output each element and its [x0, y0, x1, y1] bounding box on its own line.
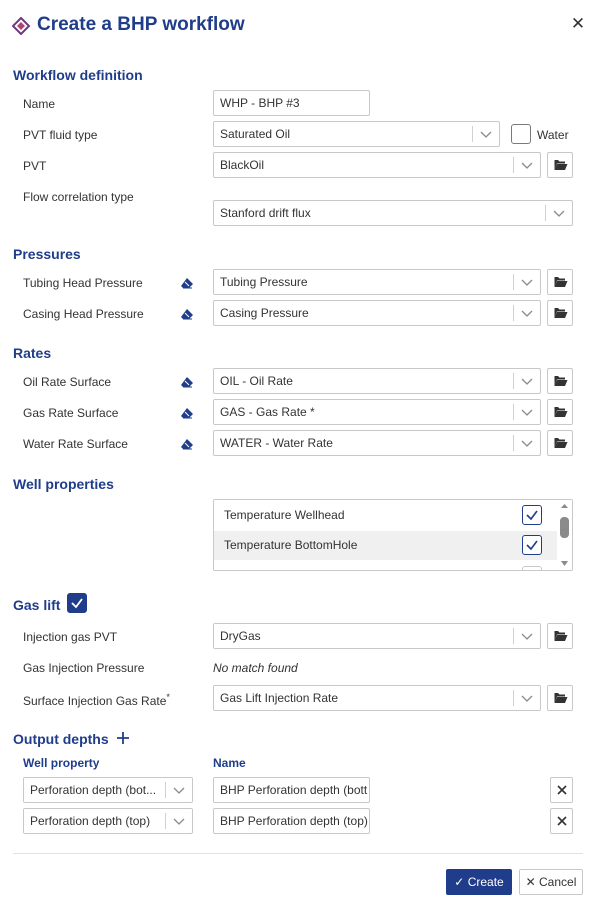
surface-injection-rate-browse-button[interactable]	[547, 685, 573, 711]
tubing-head-pressure-select[interactable]	[213, 269, 541, 295]
chevron-down-icon	[514, 301, 540, 325]
pvt-fluid-type-value: Saturated Oil	[220, 127, 291, 141]
list-item-checkbox[interactable]	[522, 505, 542, 525]
water-rate-surface-select[interactable]	[213, 430, 541, 456]
pvt-select[interactable]	[213, 152, 541, 178]
folder-open-icon	[553, 275, 568, 289]
surface-injection-rate-label: Surface Injection Gas Rate	[23, 694, 167, 708]
casing-head-pressure-label: Casing Head Pressure	[23, 307, 144, 321]
plus-icon[interactable]	[116, 731, 130, 745]
section-output-depths: Output depths	[13, 731, 109, 747]
gas-lift-checkbox[interactable]	[67, 593, 87, 613]
footer-divider	[13, 853, 583, 854]
scrollbar[interactable]	[557, 500, 572, 570]
folder-open-icon	[553, 629, 568, 643]
remove-row-button[interactable]	[550, 808, 573, 834]
tubing-head-pressure-browse-button[interactable]	[547, 269, 573, 295]
eraser-icon[interactable]	[180, 376, 194, 388]
pvt-fluid-type-label: PVT fluid type	[23, 128, 98, 142]
injection-gas-pvt-browse-button[interactable]	[547, 623, 573, 649]
flow-correlation-select[interactable]	[213, 200, 573, 226]
output-depth-well-property-value: Perforation depth (bot...	[30, 783, 157, 797]
name-input[interactable]: WHP - BHP #3	[213, 90, 370, 116]
remove-row-button[interactable]	[550, 777, 573, 803]
oil-rate-surface-label: Oil Rate Surface	[23, 375, 112, 389]
list-item[interactable]	[214, 501, 557, 530]
section-gas-lift: Gas lift	[13, 597, 61, 613]
chevron-down-icon	[166, 778, 192, 802]
folder-open-icon	[553, 691, 568, 705]
pvt-browse-button[interactable]	[547, 152, 573, 178]
tubing-head-pressure-label: Tubing Head Pressure	[23, 276, 143, 290]
water-rate-surface-label: Water Rate Surface	[23, 437, 128, 451]
folder-open-icon	[553, 306, 568, 320]
output-depth-name-input[interactable]: BHP Perforation depth (bott	[213, 777, 370, 803]
chevron-down-icon	[514, 153, 540, 177]
folder-open-icon	[553, 405, 568, 419]
chevron-down-icon	[473, 122, 499, 146]
section-well-properties: Well properties	[13, 476, 114, 492]
close-icon: ✕	[525, 875, 536, 889]
oil-rate-surface-value: OIL - Oil Rate	[220, 374, 293, 388]
list-item-label: Temperature Wellhead	[224, 508, 345, 522]
output-depth-well-property-select[interactable]	[23, 808, 193, 834]
output-depth-name-input[interactable]: BHP Perforation depth (top)	[213, 808, 370, 834]
create-button-label: Create	[467, 875, 504, 889]
gas-rate-surface-browse-button[interactable]	[547, 399, 573, 425]
list-item-checkbox[interactable]	[522, 566, 542, 571]
casing-head-pressure-value: Casing Pressure	[220, 306, 309, 320]
injection-gas-pvt-label: Injection gas PVT	[23, 630, 118, 644]
column-header-well-property: Well property	[23, 756, 100, 770]
folder-open-icon	[553, 158, 568, 172]
check-icon	[523, 536, 541, 554]
gas-rate-surface-value: GAS - Gas Rate *	[220, 405, 315, 419]
water-label: Water	[537, 128, 569, 142]
water-checkbox[interactable]	[511, 124, 531, 144]
eraser-icon[interactable]	[180, 277, 194, 289]
chevron-down-icon	[514, 686, 540, 710]
eraser-icon[interactable]	[180, 308, 194, 320]
chevron-down-icon	[514, 624, 540, 648]
surface-injection-rate-label-group	[23, 692, 170, 708]
chevron-down-icon	[166, 809, 192, 833]
cancel-button-label: Cancel	[539, 875, 577, 889]
list-item	[214, 561, 557, 571]
close-icon[interactable]: ✕	[570, 14, 586, 33]
pvt-value: BlackOil	[220, 158, 265, 172]
gas-rate-surface-label: Gas Rate Surface	[23, 406, 119, 420]
section-workflow-definition: Workflow definition	[13, 67, 143, 83]
section-pressures: Pressures	[13, 246, 81, 262]
cancel-button[interactable]	[519, 869, 583, 895]
check-icon	[68, 594, 86, 612]
folder-open-icon	[553, 436, 568, 450]
column-header-name: Name	[213, 756, 246, 770]
flow-correlation-value: Stanford drift flux	[220, 206, 311, 220]
water-rate-surface-browse-button[interactable]	[547, 430, 573, 456]
list-item-checkbox[interactable]	[522, 535, 542, 555]
oil-rate-surface-browse-button[interactable]	[547, 368, 573, 394]
pvt-label: PVT	[23, 159, 47, 173]
chevron-down-icon	[546, 201, 572, 225]
gas-injection-pressure-value: No match found	[213, 661, 298, 675]
check-icon	[523, 506, 541, 524]
create-button[interactable]	[446, 869, 512, 895]
check-icon: ✓	[454, 875, 465, 889]
dialog-title: Create a BHP workflow	[37, 14, 245, 35]
gas-rate-surface-select[interactable]	[213, 399, 541, 425]
list-item-label: Temperature BottomHole	[224, 538, 358, 552]
gas-injection-pressure-label: Gas Injection Pressure	[23, 661, 145, 675]
name-label: Name	[23, 97, 56, 111]
app-logo-icon	[12, 17, 30, 35]
output-depth-well-property-select[interactable]	[23, 777, 193, 803]
output-depth-well-property-value: Perforation depth (top)	[30, 814, 151, 828]
casing-head-pressure-browse-button[interactable]	[547, 300, 573, 326]
chevron-down-icon	[514, 400, 540, 424]
surface-injection-rate-select[interactable]	[213, 685, 541, 711]
well-properties-list[interactable]	[213, 499, 573, 571]
close-icon	[556, 784, 568, 796]
injection-gas-pvt-select[interactable]	[213, 623, 541, 649]
injection-gas-pvt-value: DryGas	[220, 629, 261, 643]
section-rates: Rates	[13, 345, 52, 361]
casing-head-pressure-select[interactable]	[213, 300, 541, 326]
chevron-down-icon	[514, 431, 540, 455]
chevron-down-icon	[514, 369, 540, 393]
water-rate-surface-value: WATER - Water Rate	[220, 436, 333, 450]
chevron-down-icon	[514, 270, 540, 294]
folder-open-icon	[553, 374, 568, 388]
oil-rate-surface-select[interactable]	[213, 368, 541, 394]
flow-correlation-label: Flow correlation type	[23, 190, 134, 204]
surface-injection-rate-value: Gas Lift Injection Rate	[220, 691, 339, 705]
eraser-icon[interactable]	[180, 407, 194, 419]
tubing-head-pressure-value: Tubing Pressure	[220, 275, 308, 289]
list-item[interactable]	[214, 531, 557, 560]
eraser-icon[interactable]	[180, 438, 194, 450]
pvt-fluid-type-select[interactable]	[213, 121, 500, 147]
required-marker: *	[166, 692, 170, 702]
close-icon	[556, 815, 568, 827]
